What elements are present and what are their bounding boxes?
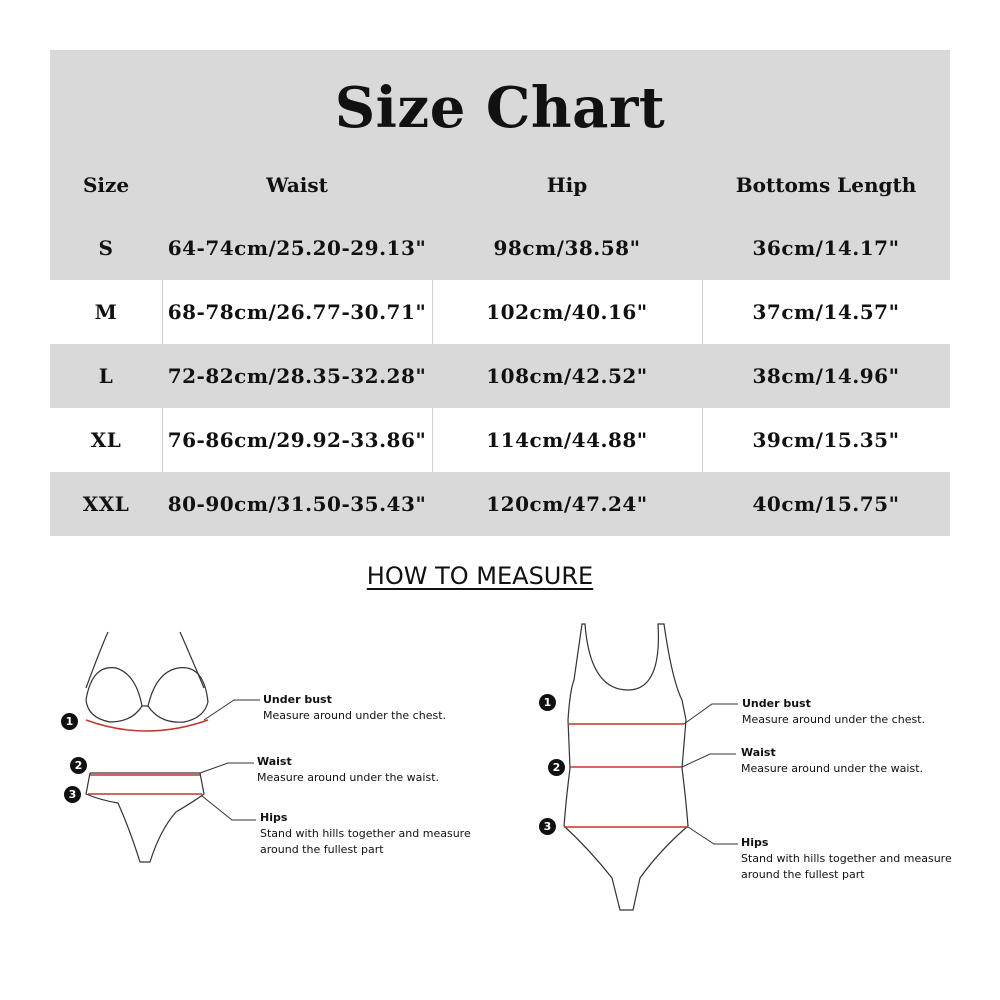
label-text: Measure around under the waist. (741, 762, 924, 775)
bikini-under-bust-line (86, 720, 208, 731)
number-badge-2: 2 (548, 759, 565, 776)
size-cell: XL (90, 428, 122, 452)
waist-cell: 76-86cm/29.92-33.86" (167, 428, 427, 452)
label-title: Hips (260, 811, 288, 824)
hip-cell: 114cm/44.88" (486, 428, 648, 452)
waist-cell: 64-74cm/25.20-29.13" (167, 236, 427, 260)
bottoms-length-cell: 38cm/14.96" (752, 364, 900, 388)
number-badge-2: 2 (70, 757, 87, 774)
label-text: around the fullest part (741, 868, 865, 881)
swimsuit-under-bust-label (742, 696, 925, 728)
how-to-measure-title: HOW TO MEASURE (366, 562, 594, 590)
hip-cell: 98cm/38.58" (493, 236, 641, 260)
label-text: Measure around under the chest. (742, 713, 926, 726)
swimsuit-hips-label (741, 835, 952, 883)
number-badge-3: 3 (64, 786, 81, 803)
hip-cell: 120cm/47.24" (486, 492, 648, 516)
bikini-waist-label (257, 754, 439, 786)
waist-cell: 68-78cm/26.77-30.71" (167, 300, 427, 324)
label-text: Stand with hills together and measure (741, 852, 952, 865)
number-badge-3: 3 (539, 818, 556, 835)
bottoms-length-cell: 36cm/14.17" (752, 236, 900, 260)
swimsuit-waist-label (741, 745, 923, 777)
hip-cell: 102cm/40.16" (486, 300, 648, 324)
header-waist: Waist (266, 173, 328, 197)
label-title: Waist (257, 755, 292, 768)
header-size: Size (82, 173, 130, 197)
bikini-under-bust-label (263, 692, 446, 724)
bottoms-length-cell: 39cm/15.35" (752, 428, 900, 452)
size-cell: S (98, 236, 114, 260)
hip-cell: 108cm/42.52" (486, 364, 648, 388)
size-chart-title: Size Chart (334, 75, 666, 141)
bikini-bottom-illustration (86, 773, 204, 862)
label-text: around the fullest part (260, 843, 384, 856)
header-bottoms-length: Bottoms Length (735, 173, 917, 197)
label-title: Under bust (742, 697, 811, 710)
bikini-top-illustration (86, 632, 208, 722)
bottoms-length-cell: 40cm/15.75" (752, 492, 900, 516)
size-cell: L (98, 364, 114, 388)
label-text: Measure around under the waist. (257, 771, 440, 784)
label-text: Measure around under the chest. (263, 709, 447, 722)
number-badge-1: 1 (539, 694, 556, 711)
label-text: Stand with hills together and measure (260, 827, 471, 840)
size-cell: XXL (82, 492, 130, 516)
label-title: Hips (741, 836, 769, 849)
label-title: Under bust (263, 693, 332, 706)
waist-cell: 80-90cm/31.50-35.43" (167, 492, 427, 516)
label-title: Waist (741, 746, 776, 759)
number-badge-1: 1 (61, 713, 78, 730)
bikini-hips-label (260, 810, 471, 858)
size-cell: M (94, 300, 118, 324)
bottoms-length-cell: 37cm/14.57" (752, 300, 900, 324)
header-hip: Hip (546, 173, 588, 197)
waist-cell: 72-82cm/28.35-32.28" (167, 364, 427, 388)
